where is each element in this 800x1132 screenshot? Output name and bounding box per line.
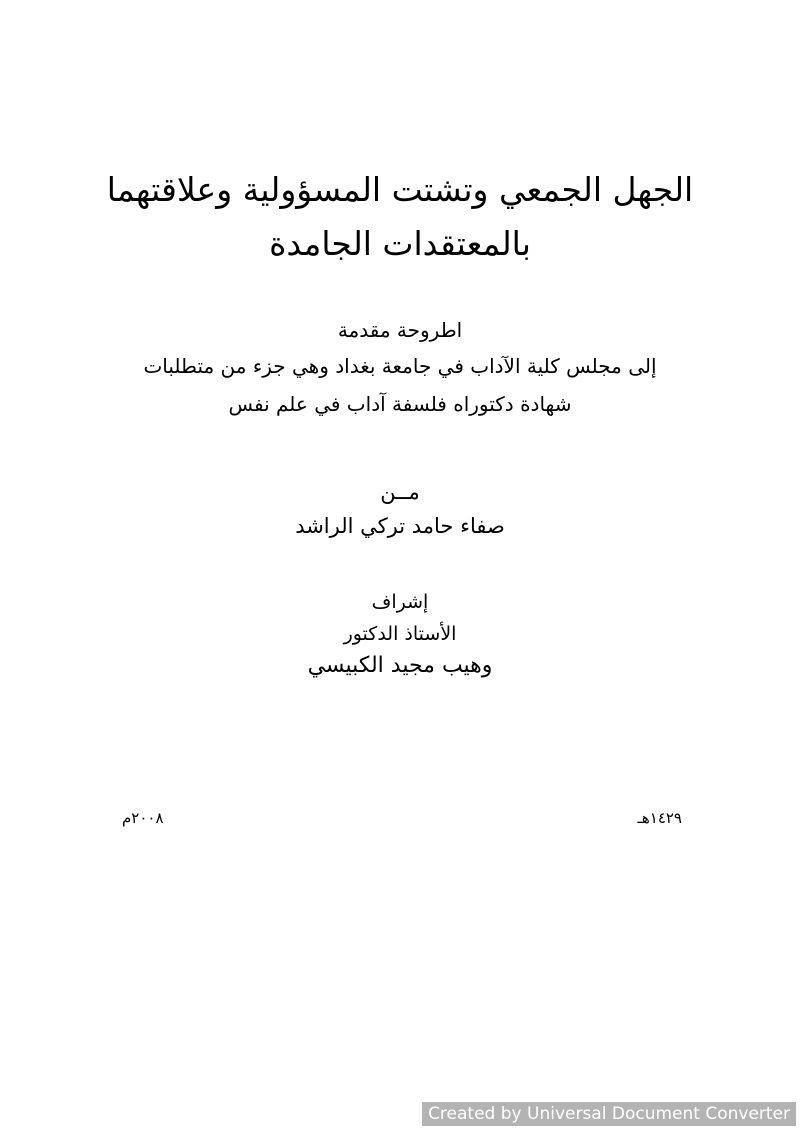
converter-watermark: Created by Universal Document Converter [422, 1102, 796, 1126]
supervision-label: إشراف [371, 591, 429, 613]
submission-statement-line-3: شهادة دكتوراه فلسفة آداب في علم نفس [228, 392, 572, 416]
supervisor-name: وهيب مجيد الكبيسي [307, 653, 493, 678]
submission-statement-line-2: إلى مجلس كلية الآداب في جامعة بغداد وهي جزء من متطلبات [143, 354, 657, 378]
supervisor-title: الأستاذ الدكتور [343, 623, 457, 645]
thesis-title-line-2: بالمعتقدات الجامدة [269, 224, 531, 263]
hijri-date: ١٤٢٩هـ [637, 809, 682, 827]
author-label: مــن [380, 480, 420, 504]
gregorian-date: ٢٠٠٨م [122, 809, 164, 827]
thesis-title-line-1: الجهل الجمعي وتشتت المسؤولية وعلاقتهما [106, 170, 694, 209]
submission-statement-line-1: اطروحة مقدمة [337, 318, 463, 342]
author-name: صفاء حامد تركي الراشد [295, 514, 505, 538]
